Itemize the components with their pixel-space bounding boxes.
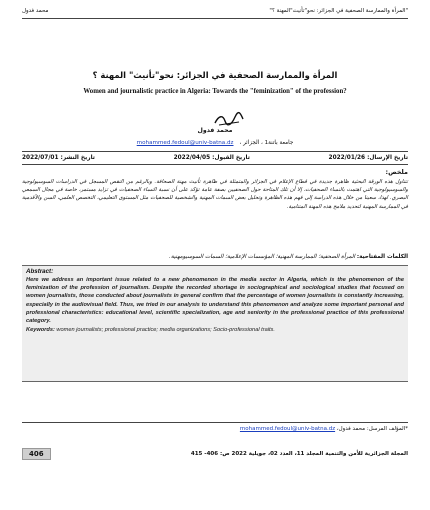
arabic-abstract-heading: ملخص: bbox=[385, 168, 408, 176]
english-title: Women and journalistic practice in Algeria: Towards the "feminization" of the profession? bbox=[83, 88, 347, 95]
running-head-title: "المرأة والممارسة الصحفية في الجزائر: نحو"تأنيث"المهنة ؟" bbox=[269, 8, 408, 14]
arabic-keywords-text: المرأة الصحفية؛ الممارسة المهنية؛ المؤسسات الإعلامية؛ السمات السوسيومهنية. bbox=[169, 254, 356, 260]
footer-issue: المجلد 11، العدد 02، جويلية 2022 ص: 406- 415 bbox=[190, 450, 324, 457]
english-abstract-box bbox=[22, 265, 408, 382]
arabic-keywords-label: الكلمات المفتاحية: bbox=[356, 254, 408, 260]
footer-journal-issue bbox=[191, 451, 408, 457]
author-institution: جامعة باتنة1 ، الجزائر ، bbox=[239, 140, 294, 146]
running-head bbox=[22, 4, 408, 19]
page-footer bbox=[22, 447, 408, 460]
dates-row bbox=[22, 151, 408, 165]
footnote-email-link[interactable]: mohammed.fedoul@univ-batna.dz bbox=[239, 426, 336, 432]
page-number: 406 bbox=[22, 448, 51, 460]
english-keywords-label: Keywords: bbox=[26, 327, 55, 334]
affiliation bbox=[22, 140, 408, 146]
date-published: تاريخ النشر: 2022/07/01 bbox=[22, 155, 95, 161]
english-keywords-text: women journalists; professional practice; media organizations; Socio-professional traits. bbox=[56, 327, 275, 334]
abstract-heading: Abstract: bbox=[26, 268, 54, 275]
english-keywords bbox=[26, 326, 404, 334]
footer-journal: المجلة الجزائرية للأمن والتنمية bbox=[325, 450, 408, 457]
date-received: تاريخ الإرسال: 2022/01/26 bbox=[328, 155, 408, 161]
corresponding-author-footnote bbox=[22, 422, 408, 432]
author-email-link[interactable]: mohammed.fedoul@univ-batna.dz bbox=[136, 140, 234, 146]
abstract-text: Here we address an important issue related to a new phenomenon in the media sector in Algeria, which is the phenomenon of the feminization of the profession of journalism. Despite the recorded shortage in sociographical and sociological studies that focused on women journalists, those conducted about journalists in general confirm that the percentage of women journalists is constantly increasing, especially in the audiovisual field. Thus, we tried in our analysis to understand this phenomenon and analyze some important personal and professional characteristics: educational level, scientific specialization, age and seniority in the professional practice of this professional category. bbox=[26, 277, 404, 325]
footnote-label: *المؤلف المرسل: محمد فدول، bbox=[336, 426, 408, 432]
arabic-abstract: تتناول هذه الورقة البحثية ظاهرة جديدة في قطاع الإعلام في الجزائر والمتمثلة في ظاهرة تأنيث مهنة الصحافة. وبالرغم من النقص المسجل في الدراسات السوسيولوجية والسوسيولوجية التي اهتمت بالنساء الصحفيات، إلا أن تلك المتاحة حول الصحفيين بصفة عامة تؤكد على أن نسبة النساء الصحفيات في تزايد مستمر، خاصة في مجال السمعي البصري. لهذا، سعينا من خلال هذه الدراسة إلى فهم هذه الظاهرة وتحليل بعض السمات المهنية والشخصية للصحفيات مثل المستوى التعليمي، التخصص العلمي، السن والأقدمية في الممارسة المهنية لتحديد ملامح هذه المهنة المتنامية. bbox=[22, 179, 408, 210]
running-head-author: محمد فدول bbox=[22, 8, 49, 14]
arabic-keywords bbox=[22, 254, 408, 260]
author-name: محمد فدول bbox=[197, 127, 233, 134]
date-accepted: تاريخ القبول: 2022/04/05 bbox=[173, 155, 250, 161]
arabic-title: المرأة والممارسة الصحفية في الجزائر: نحو"تأنيث" المهنة ؟ bbox=[92, 70, 338, 80]
